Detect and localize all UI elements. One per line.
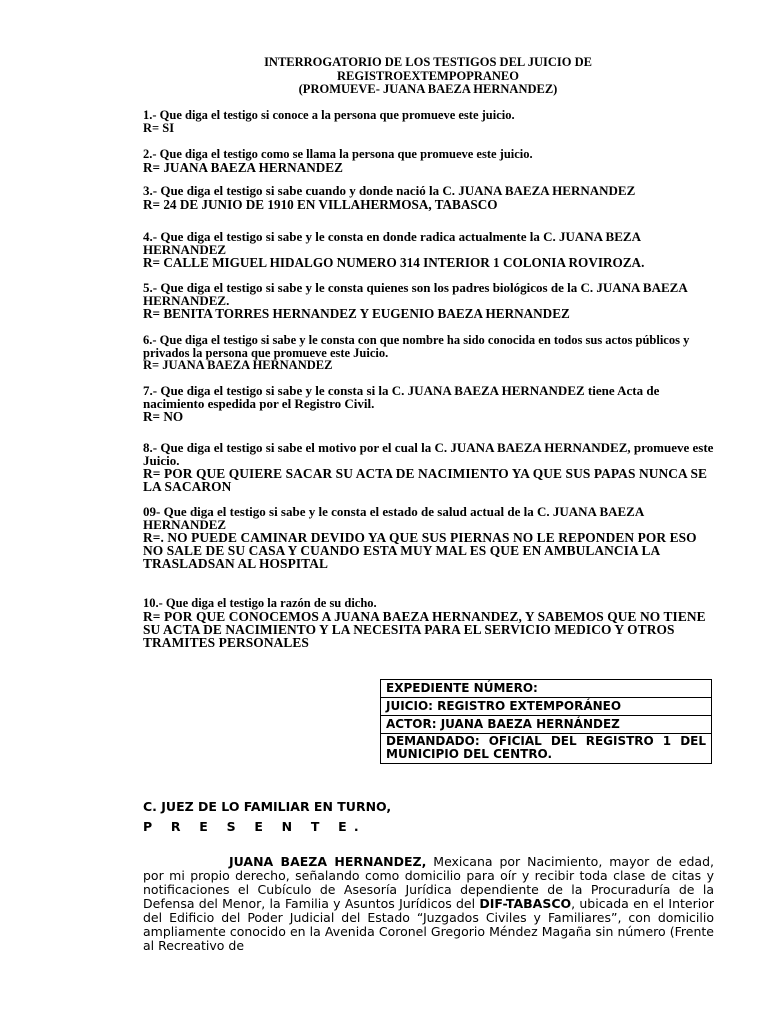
title-line: (PROMUEVE- JUANA BAEZA HERNANDEZ) — [298, 82, 558, 96]
promovente-name: JUANA BAEZA HERNANDEZ, — [229, 854, 427, 869]
addressee: C. JUEZ DE LO FAMILIAR EN TURNO, — [143, 799, 392, 814]
case-actor: ACTOR: JUANA BAEZA HERNÁNDEZ — [381, 716, 711, 734]
question-text: 5.- Que diga el testigo si sabe y le consta quienes son los padres biológicos de la C. JUANA BAEZA HERNANDEZ. — [143, 280, 688, 308]
question-text: 1.- Que diga el testigo si conoce a la persona que promueve este juicio. — [143, 108, 515, 122]
case-juicio: JUICIO: REGISTRO EXTEMPORÁNEO — [381, 698, 711, 716]
answer-text: R= POR QUE CONOCEMOS A JUANA BAEZA HERNANDEZ, Y SABEMOS QUE NO TIENE SU ACTA DE NACIMIENTO Y LA NECESITA PARA EL SERVICIO MEDICO Y OTROS TRAMITES PERSONALES — [143, 608, 706, 650]
question-text: 4.- Que diga el testigo si sabe y le consta en donde radica actualmente la C. JUANA BEZA HERNANDEZ — [143, 229, 641, 257]
answer-text: R= JUANA BAEZA HERNANDEZ — [143, 159, 343, 175]
answer-text: R= 24 DE JUNIO DE 1910 EN VILLAHERMOSA, TABASCO — [143, 196, 498, 212]
answer-text: R= JUANA BAEZA HERNANDEZ — [143, 358, 333, 372]
question-block-1 — [143, 109, 715, 135]
document-title — [140, 56, 716, 97]
question-text: 7.- Que diga el testigo si sabe y le consta si la C. JUANA BAEZA HERNANDEZ tiene Acta de nacimiento espedida por el Registro Civil. — [143, 383, 660, 411]
question-block-10 — [143, 597, 715, 649]
answer-text: R= BENITA TORRES HERNANDEZ Y EUGENIO BAEZA HERNANDEZ — [143, 306, 570, 321]
question-block-9 — [143, 506, 715, 571]
question-text: 2.- Que diga el testigo como se llama la persona que promueve este juicio. — [143, 147, 533, 161]
question-text: 09- Que diga el testigo si sabe y le consta el estado de salud actual de la C. JUANA BAEZA HERNANDEZ — [143, 504, 644, 532]
presente: P R E S E N T E. — [143, 819, 366, 834]
answer-text: R= CALLE MIGUEL HIDALGO NUMERO 314 INTERIOR 1 COLONIA ROVIROZA. — [143, 255, 645, 270]
question-text: 10.- Que diga el testigo la razón de su dicho. — [143, 596, 377, 610]
title-line: REGISTROEXTEMPOPRANEO — [337, 68, 519, 83]
answer-text: R=. NO PUEDE CAMINAR DEVIDO YA QUE SUS PIERNAS NO LE REPONDEN POR ESO NO SALE DE SU CASA Y CUANDO ESTA MUY MAL ES QUE EN AMBULANCIA LA TRASLADSAN AL HOSPITAL — [143, 530, 697, 572]
body-paragraph — [143, 855, 714, 953]
answer-text: R= NO — [143, 409, 184, 424]
question-block-5 — [143, 282, 715, 321]
dif-tabasco: DIF-TABASCO — [479, 896, 572, 911]
answer-text: R= SI — [143, 120, 175, 135]
question-block-8 — [143, 442, 715, 493]
answer-text: R= POR QUE QUIERE SACAR SU ACTA DE NACIMIENTO YA QUE SUS PAPAS NUNCA SE LA SACARON — [143, 466, 708, 495]
body-text-1: Mexicana por Nacimiento, mayor de edad, por mi propio derecho, señalando como domicilio para oír y recibir toda clase de citas y notificaciones el Cubículo de Asesoría Jurídica dependiente de la Procuraduría de la Defensa del Menor, la Familia y Asuntos Jurídicos del — [143, 854, 714, 911]
question-text: 6.- Que diga el testigo si sabe y le consta con que nombre ha sido conocida en todos sus actos públicos y privados la persona que promueve este Juicio. — [143, 333, 690, 360]
question-block-2 — [143, 148, 715, 174]
question-text: 8.- Que diga el testigo si sabe el motivo por el cual la C. JUANA BAEZA HERNANDEZ, promueve este Juicio. — [143, 440, 714, 468]
title-line: INTERROGATORIO DE LOS TESTIGOS DEL JUICIO DE — [264, 55, 592, 69]
question-block-6 — [143, 334, 715, 372]
case-expediente: EXPEDIENTE NÚMERO: — [381, 680, 711, 698]
case-info-box — [380, 679, 712, 764]
question-block-4 — [143, 231, 715, 270]
question-block-7 — [143, 385, 715, 424]
question-text: 3.- Que diga el testigo si sabe cuando y donde nació la C. JUANA BAEZA HERNANDEZ — [143, 183, 636, 198]
question-block-3 — [143, 185, 715, 211]
case-demandado: DEMANDADO: OFICIAL DEL REGISTRO 1 DEL MUNICIPIO DEL CENTRO. — [381, 734, 711, 764]
body-text-2: , ubicada en el Interior del Edificio del Poder Judicial del Estado “Juzgados Civiles y Familiares”, con domicilio ampliamente conocido en la Avenida Coronel Gregorio Méndez Magaña sin número (Frente al Recreativo de — [143, 896, 715, 953]
